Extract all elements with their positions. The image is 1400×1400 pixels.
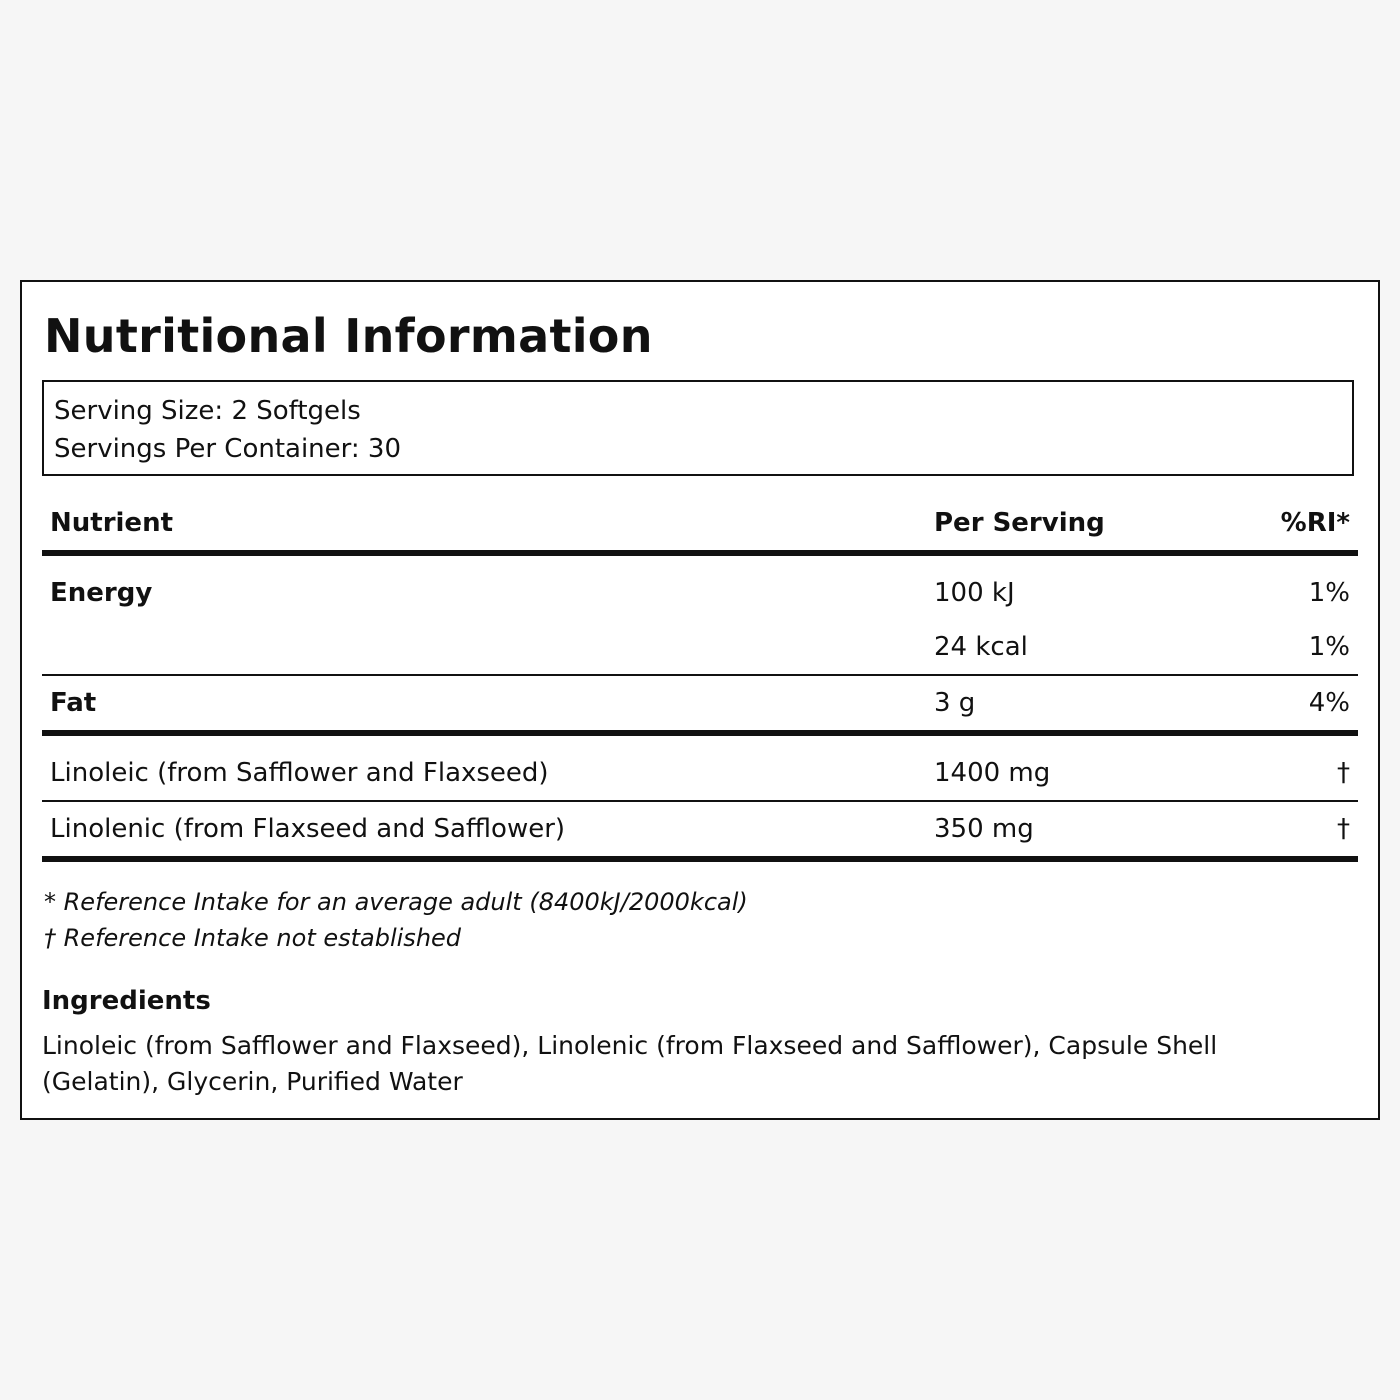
fat-ri: 4%	[1308, 688, 1350, 718]
energy-kcal-ri: 1%	[1308, 632, 1350, 662]
nutrition-label	[20, 280, 1380, 1120]
header-divider	[42, 550, 1358, 556]
fat-nutrient: Fat	[50, 688, 97, 718]
linolenic-amount: 350 mg	[934, 814, 1034, 844]
servings-per-container: Servings Per Container: 30	[54, 434, 402, 464]
serving-info-box	[42, 380, 1354, 476]
footnote-reference-intake: * Reference Intake for an average adult (8400kJ/2000kcal)	[44, 888, 748, 916]
linoleic-ri: †	[1337, 758, 1350, 788]
energy-kj-ri: 1%	[1308, 578, 1350, 608]
label-title: Nutritional Information	[44, 309, 653, 363]
linolenic-nutrient: Linolenic (from Flaxseed and Safflower)	[50, 814, 566, 844]
header-nutrient: Nutrient	[50, 508, 174, 538]
serving-size: Serving Size: 2 Softgels	[54, 396, 361, 426]
fat-amount: 3 g	[934, 688, 976, 718]
energy-kj-amount: 100 kJ	[934, 578, 1015, 608]
table-bottom-divider	[42, 856, 1358, 862]
energy-kcal-amount: 24 kcal	[934, 632, 1028, 662]
row-divider	[42, 800, 1358, 802]
energy-nutrient: Energy	[50, 578, 153, 608]
header-per-serving: Per Serving	[934, 508, 1105, 538]
footnote-not-established: † Reference Intake not established	[44, 924, 462, 952]
row-divider	[42, 674, 1358, 676]
header-ri: %RI*	[1280, 508, 1350, 538]
ingredients-heading: Ingredients	[42, 986, 211, 1016]
linolenic-ri: †	[1337, 814, 1350, 844]
fat-divider	[42, 730, 1358, 736]
ingredients-text: Linoleic (from Safflower and Flaxseed), Linolenic (from Flaxseed and Safflower), Capsule Shell (Gelatin), Glycerin, Purified Water	[42, 1031, 1218, 1096]
linoleic-nutrient: Linoleic (from Safflower and Flaxseed)	[50, 758, 549, 788]
linoleic-amount: 1400 mg	[934, 758, 1051, 788]
